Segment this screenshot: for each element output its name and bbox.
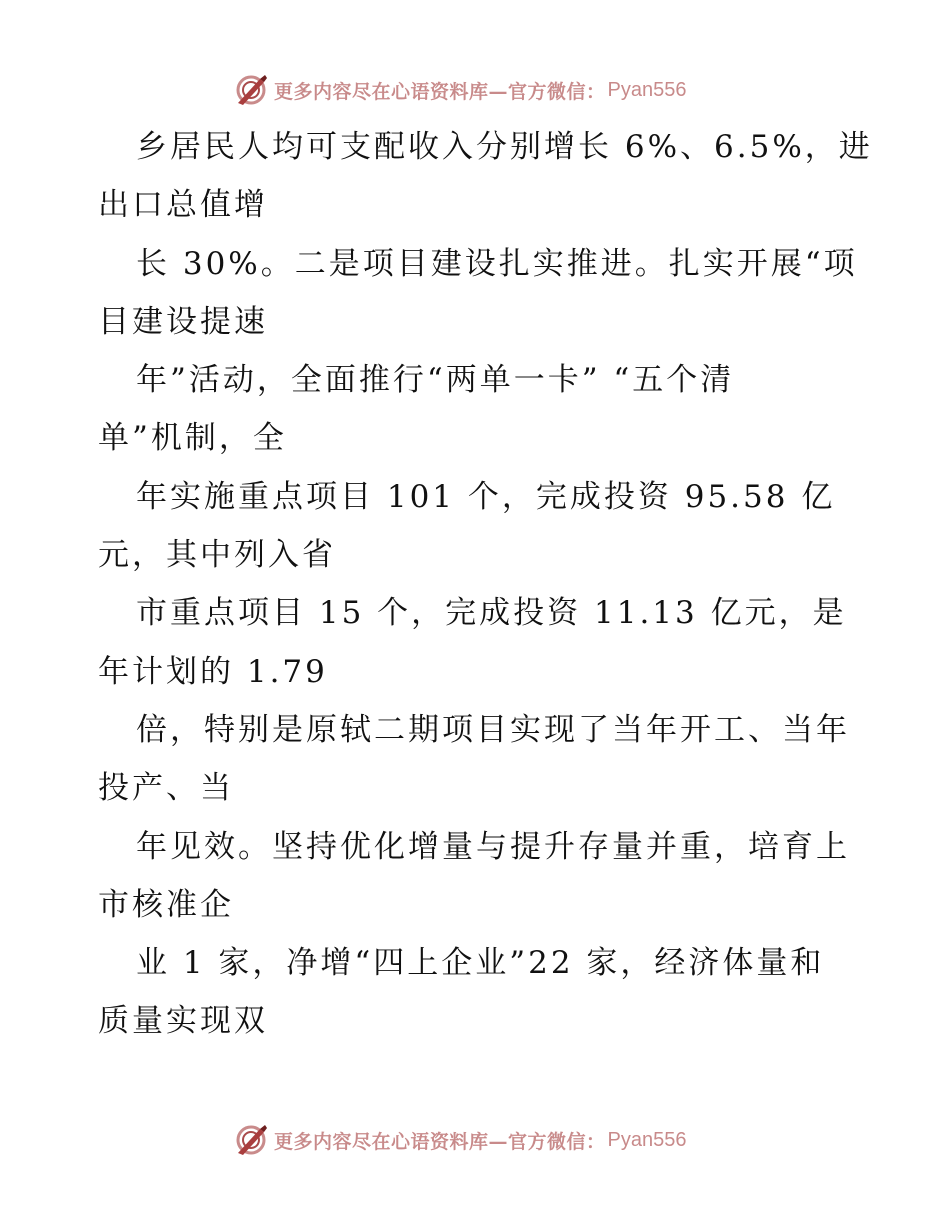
text-line: 长 30%。二是项目建设扎实推进。扎实开展“项 [136, 245, 858, 282]
watermark-text: 更多内容尽在心语资料库—官方微信： [274, 1130, 606, 1153]
text-line: 年”活动，全面推行“两单一卡” “五个清 [136, 362, 735, 399]
watermark-brand: Pyan556 [607, 78, 687, 101]
text-line: 年见效。坚持优化增量与提升存量并重，培育上 [136, 828, 850, 865]
watermark-text: 更多内容尽在心语资料库—官方微信： [274, 80, 606, 103]
header-watermark [234, 72, 686, 108]
text-line: 业 1 家，净增“四上企业”22 家，经济体量和 [136, 945, 825, 982]
text-line: 投产、当 [98, 770, 234, 807]
text-line: 倍，特别是原轼二期项目实现了当年开工、当年 [136, 711, 850, 748]
text-line: 出口总值增 [98, 187, 268, 224]
text-line: 质量实现双 [98, 1003, 268, 1040]
text-line: 乡居民人均可支配收入分别增长 6%、6.5%，进 [136, 129, 873, 165]
text-line: 元，其中列入省 [98, 537, 336, 574]
text-line: 市核准企 [98, 886, 234, 923]
text-line: 年实施重点项目 101 个，完成投资 95.58 亿 [136, 478, 836, 515]
text-line: 年计划的 1.79 [98, 653, 328, 690]
document-body [98, 118, 898, 1051]
text-line: 市重点项目 15 个，完成投资 11.13 亿元，是 [136, 595, 847, 632]
text-line: 目建设提速 [98, 303, 268, 340]
watermark-brand: Pyan556 [607, 1128, 687, 1151]
text-line: 单”机制，全 [98, 420, 287, 457]
pen-logo-icon [234, 73, 268, 107]
footer-watermark [234, 1122, 686, 1158]
pen-logo-icon [234, 1123, 268, 1157]
